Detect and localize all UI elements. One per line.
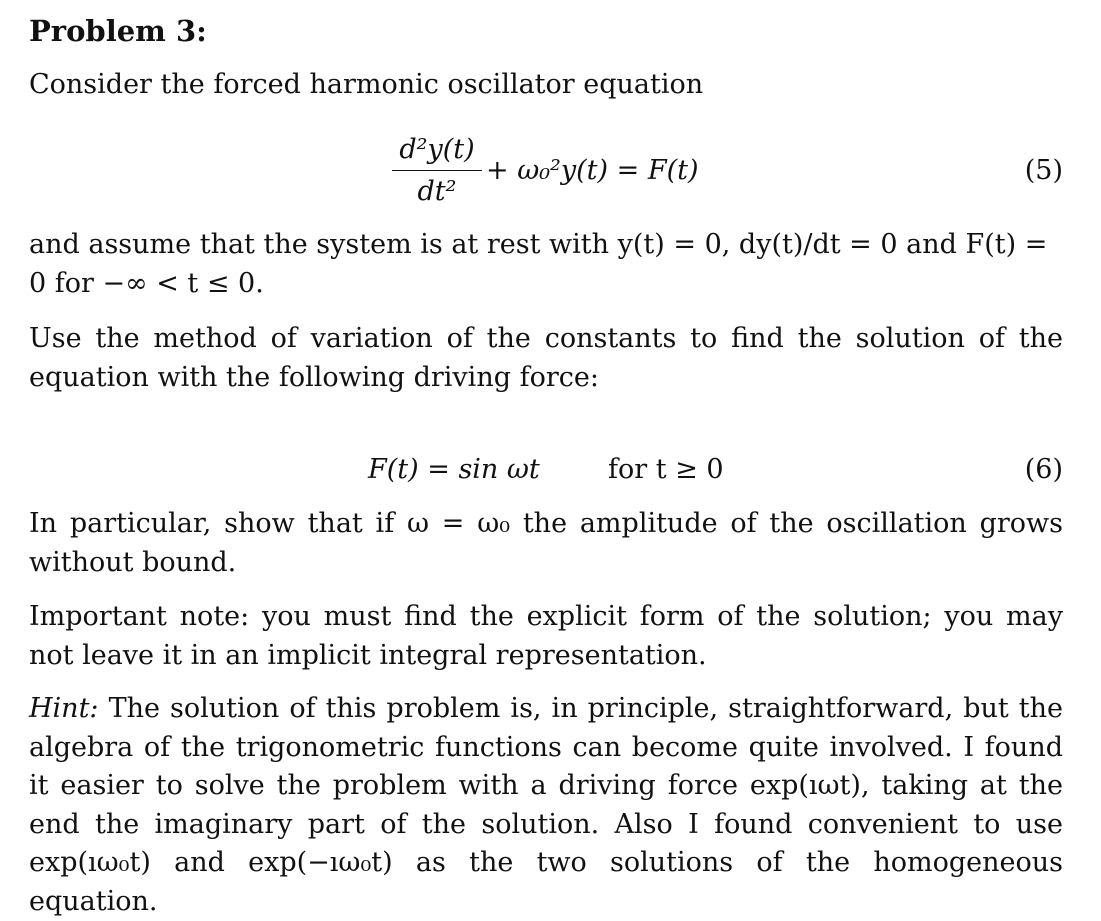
method-paragraph: Use the method of variation of the constants to find the solution of the equation with the following driving force: [29, 323, 1063, 393]
important-note-paragraph: Important note: you must find the explicit form of the solution; you may not leave it in an implicit integral representation. [29, 601, 1063, 671]
hint-paragraph [29, 690, 1063, 921]
equation-6-condition: for t ≥ 0 [608, 454, 724, 485]
equation-6 [0, 451, 1101, 491]
particular-paragraph: In particular, show that if ω = ω₀ the amplitude of the oscillation grows without bound. [29, 508, 1063, 578]
hint-text: The solution of this problem is, in principle, straightforward, but the algebra of the trigonometric functions can become quite involved. I found it easier to solve the problem with a driving force exp(ıωt), taking at the end the imaginary part of the solution. Also I found convenient to use exp(ıω₀t) and exp(−ıω₀t) as the two solutions of the homogeneous equation. [29, 693, 1063, 917]
equation-5 [0, 132, 1101, 212]
equation-5-denominator: dt² [417, 176, 457, 207]
equation-5-fraction [392, 132, 482, 210]
assumption-line-1: and assume that the system is at rest with y(t) = 0, dy(t)/dt = 0 and F(t) = [29, 229, 1048, 260]
equation-5-rest: + ω₀²y(t) = F(t) [486, 155, 699, 186]
equation-6-number: (6) [1024, 454, 1063, 485]
fraction-bar [392, 170, 482, 171]
problem-title: Problem 3: [29, 14, 207, 48]
equation-6-lhs: F(t) = sin ωt [368, 454, 540, 485]
intro-text: Consider the forced harmonic oscillator equation [29, 69, 704, 100]
hint-label: Hint: [29, 693, 99, 724]
assumption-line-2: 0 for −∞ < t ≤ 0. [29, 268, 264, 299]
equation-5-number: (5) [1024, 155, 1063, 186]
equation-5-numerator: d²y(t) [399, 134, 475, 165]
